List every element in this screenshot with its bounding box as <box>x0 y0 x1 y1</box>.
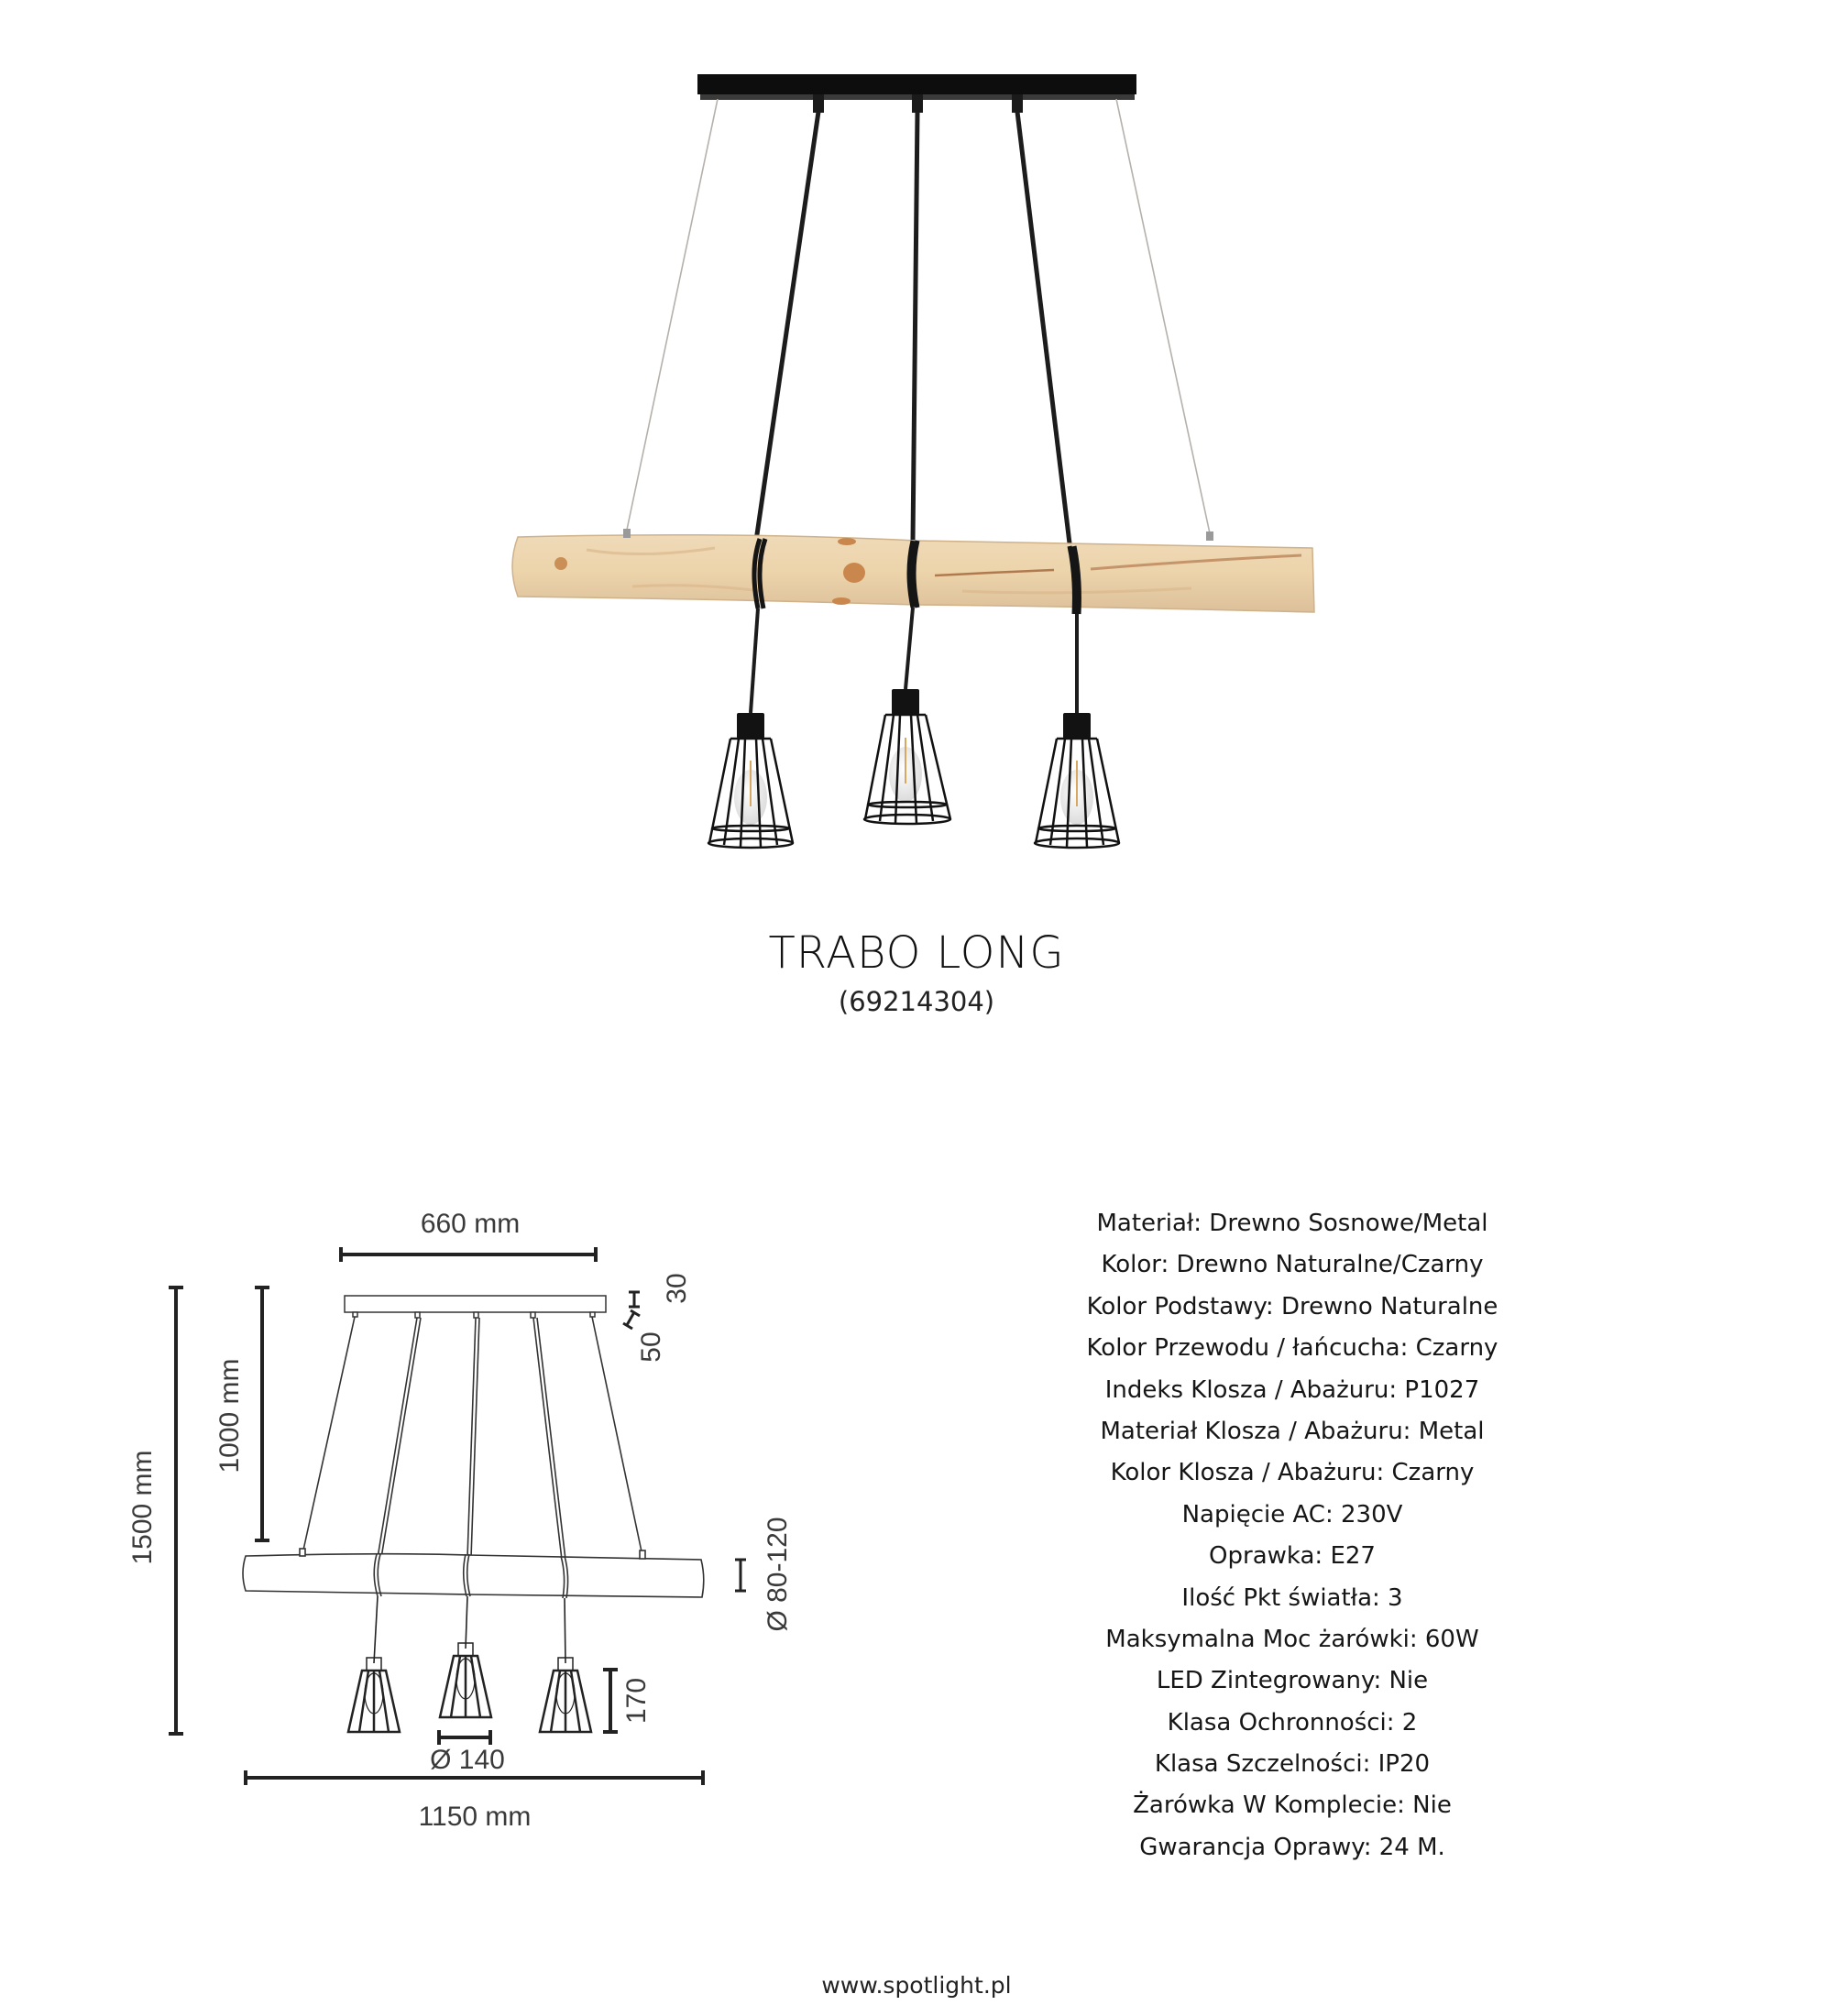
spec-item: Kolor Podstawy: Drewno Naturalne <box>1086 1292 1498 1320</box>
spec-item: Ilość Pkt światła: 3 <box>1181 1583 1403 1612</box>
spec-item: Gwarancja Oprawy: 24 M. <box>1139 1833 1445 1861</box>
drawing-beam <box>243 1549 704 1598</box>
ceiling-canopy <box>697 74 1136 113</box>
spec-item: Klasa Szczelności: IP20 <box>1154 1750 1431 1779</box>
dimension-drawing <box>0 1173 825 1869</box>
spec-item: Materiał: Drewno Sosnowe/Metal <box>1096 1210 1488 1237</box>
spec-item: Materiał Klosza / Abażuru: Metal <box>1100 1417 1485 1445</box>
specifications-list <box>1017 1206 1567 1871</box>
spec-item: LED Zintegrowany: Nie <box>1156 1667 1429 1695</box>
product-name: TRABO LONG <box>768 927 1065 979</box>
shade-height-marker <box>603 1670 618 1732</box>
canopy-outline <box>345 1296 606 1318</box>
spec-item: Napięcie AC: 230V <box>1181 1500 1403 1528</box>
drawing-cords <box>302 1317 642 1560</box>
shade-diameter-marker <box>439 1730 490 1745</box>
canopy-height-a-label: 30 <box>662 1273 692 1304</box>
spec-item: Klasa Ochronności: 2 <box>1167 1708 1418 1737</box>
total-height-dimension-line <box>169 1287 183 1734</box>
total-width-label: 1150 mm <box>418 1802 532 1832</box>
spec-item: Indeks Klosza / Abażuru: P1027 <box>1104 1375 1480 1404</box>
pendant-lamp-right <box>1035 614 1119 848</box>
shade-diameter-label: Ø 140 <box>430 1745 505 1775</box>
beam-diameter-marker <box>735 1560 746 1591</box>
spec-item: Kolor: Drewno Naturalne/Czarny <box>1101 1251 1484 1279</box>
spec-item: Kolor Przewodu / łańcucha: Czarny <box>1086 1334 1498 1363</box>
pendant-lamp-middle <box>864 608 950 824</box>
shade-height-label: 170 <box>621 1677 652 1725</box>
spec-item: Oprawka: E27 <box>1209 1542 1376 1571</box>
pendant-lamp-left <box>708 608 793 848</box>
cable-length-dimension-line <box>255 1287 269 1540</box>
cable-length-label: 1000 mm <box>214 1358 245 1474</box>
spec-item: Kolor Klosza / Abażuru: Czarny <box>1110 1459 1475 1487</box>
canopy-width-label: 660 mm <box>420 1209 521 1239</box>
canopy-height-b-label: 50 <box>636 1331 666 1363</box>
website-link[interactable]: www.spotlight.pl <box>821 1972 1012 1999</box>
canopy-width-dimension-line <box>341 1247 596 1262</box>
canopy-height-marker <box>623 1292 640 1329</box>
drawing-shades <box>348 1596 591 1732</box>
spec-item: Maksymalna Moc żarówki: 60W <box>1105 1625 1479 1653</box>
product-photo <box>0 0 1833 880</box>
power-cords <box>756 112 1070 543</box>
beam-diameter-label: Ø 80-120 <box>763 1517 793 1632</box>
product-code: (69214304) <box>838 986 995 1017</box>
spec-item: Żarówka W Komplecie: Nie <box>1133 1791 1452 1820</box>
total-height-label: 1500 mm <box>127 1450 158 1565</box>
